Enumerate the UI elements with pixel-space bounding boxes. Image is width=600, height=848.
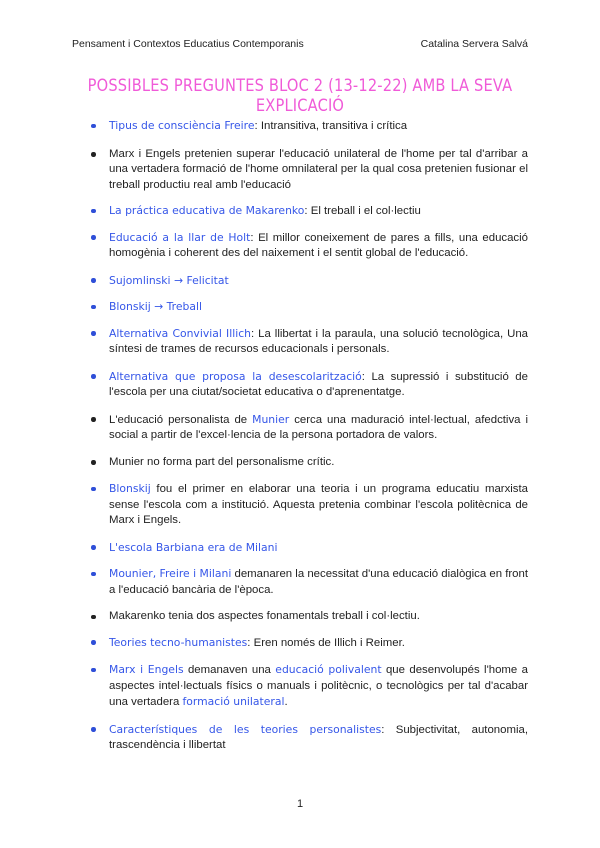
item-keyword: Tipus de consciència Freire [109, 119, 255, 132]
question-list [90, 118, 528, 754]
list-item [90, 230, 528, 262]
item-keyword: Marx i Engels [109, 663, 184, 676]
item-text: fou el primer en elaborar una teoria i un programa educatiu marxista sense l'escola com a institució. Aquesta pretenia combinar l'escola politècnica de Marx i Engels. [109, 483, 528, 526]
item-text: demanaven una [183, 664, 276, 676]
item-keyword: formació unilateral [182, 695, 285, 708]
item-keyword: Blonskij → Treball [109, 300, 202, 313]
item-keyword: Educació a la llar de Holt [109, 230, 251, 244]
item-text: : Eren només de Illich i Reimer. [247, 636, 405, 649]
item-keyword: Sujomlinski → Felicitat [109, 273, 229, 287]
item-keyword: Alternativa que proposa la desescolarització [109, 369, 362, 383]
item-text: . [284, 696, 288, 708]
item-keyword: Característiques de les teories personalistes [109, 722, 382, 736]
list-item [90, 540, 528, 557]
item-keyword: educació polivalent [275, 663, 382, 676]
list-item [90, 147, 528, 194]
item-text: Munier no forma part del personalisme crític. [109, 455, 335, 468]
list-item [90, 566, 528, 598]
item-text: : El millor coneixement de pares a fills, una educació homogènia i coherent des del naixement i el sentit global de l'educació. [109, 231, 528, 259]
item-text: que desenvolupés l'home a aspectes intel·lectuals físics o manuals i politècnic, o tecnològics per tal d'acabar una vertadera [109, 664, 528, 708]
list-item [90, 118, 528, 135]
list-item [90, 273, 528, 290]
header-course: Pensament i Contextos Educatius Contemporanis [72, 38, 304, 50]
list-item [90, 203, 528, 220]
list-item [90, 722, 528, 754]
list-item [90, 369, 528, 401]
item-text: : Intransitiva, transitiva i crítica [254, 120, 408, 132]
list-item [90, 662, 528, 711]
header-author: Catalina Servera Salvá [420, 38, 528, 50]
item-text: Marx i Engels pretenien superar l'educació unilateral de l'home per tal d'arribar a una vertadera formació de l'home omnilateral per la qual cosa pretenien fusionar el treball productiu real amb l'educació [109, 147, 528, 191]
list-item [90, 635, 528, 652]
item-keyword: La práctica educativa de Makarenko [109, 204, 305, 217]
item-text: cerca una maduració intel·lectual, afedctiva i social a partir de l'excel·lencia de la persona portadora de valors. [109, 413, 528, 441]
item-text: Makarenko tenia dos aspectes fonamentals treball i col·lectiu. [109, 610, 420, 622]
list-item [90, 412, 528, 444]
list-item [90, 481, 528, 529]
list-item [90, 326, 528, 358]
page-header [72, 38, 528, 52]
item-keyword: Mounier, Freire i Milani [109, 567, 232, 580]
item-text: L'educació personalista de [109, 413, 253, 426]
list-item [90, 609, 528, 625]
item-text: : Subjectivitat, autonomia, trascendència i llibertat [109, 723, 528, 751]
item-keyword: Teories tecno-humanistes [109, 635, 248, 649]
list-item [90, 299, 528, 316]
item-keyword: Alternativa Convivial Illich [109, 326, 252, 340]
item-text: : El treball i el col·lectiu [304, 205, 421, 217]
item-keyword: L'escola Barbiana era de Milani [109, 540, 278, 554]
list-item [90, 455, 528, 471]
page-title: POSSIBLES PREGUNTES BLOC 2 (13-12-22) AMB LA SEVA EXPLICACIÓ [87, 76, 513, 116]
item-text: : La supressió i substitució de l'escola per una ciutat/societat educativa o d'aprenentatge. [109, 370, 528, 398]
page-number: 1 [296, 798, 304, 810]
item-keyword: Munier [252, 412, 290, 426]
item-keyword: Blonskij [109, 482, 151, 495]
item-text: : La llibertat i la paraula, una solució tecnològica, Una síntesi de trames de recursos educacionals i personals. [109, 327, 528, 355]
item-text: demanaren la necessitat d'una educació dialògica en front a l'educació bancària de l'època. [109, 568, 528, 596]
